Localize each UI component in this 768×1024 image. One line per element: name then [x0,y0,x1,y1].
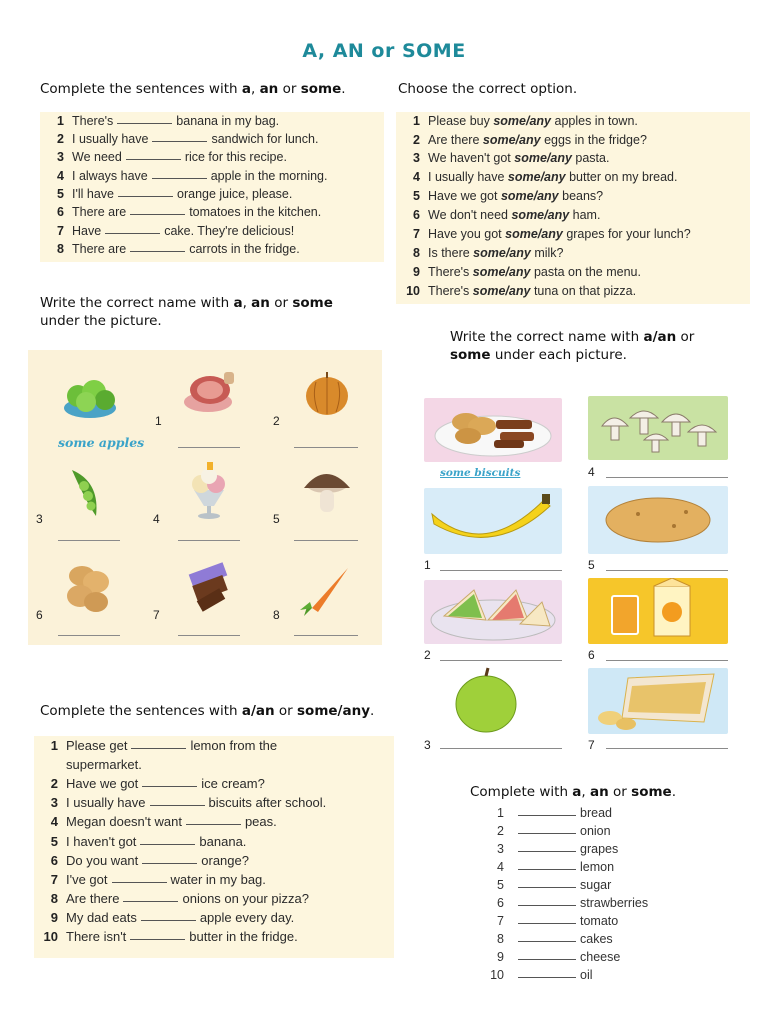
ham-icon [178,364,240,420]
answer-blank[interactable] [141,920,196,921]
picture-number: 2 [424,648,431,662]
picture-number: 1 [424,558,431,572]
ex5-item: 6 Do you want orange? [50,853,249,868]
picture-number: 7 [588,738,595,752]
answer-blank[interactable] [186,824,241,825]
potato-icon [588,486,728,554]
ex4-instruction: Write the correct name with a/an or some under each picture. [450,329,695,363]
ex2-item: 4 I usually have some/any butter on my bread. [413,170,678,184]
ex6-item: 6 strawberries [497,896,649,910]
answer-blank[interactable] [126,159,181,160]
answer-blank[interactable] [112,882,167,883]
answer-line[interactable] [294,447,358,448]
ex2-instruction: Choose the correct option. [398,81,578,97]
mushrooms-icon [588,396,728,460]
ex1-item: 3 We need rice for this recipe. [57,150,287,164]
ex6-item: 4 lemon [497,860,615,874]
ex1-item: 2 I usually have sandwich for lunch. [57,132,319,146]
ex5-item: 5 I haven't got banana. [50,834,247,849]
answer-blank[interactable] [130,939,185,940]
crisps-picture [588,668,728,734]
answer-line[interactable] [606,570,728,571]
juice-icon [588,578,728,644]
answer-blank[interactable] [123,901,178,902]
picture-number: 3 [424,738,431,752]
answer-blank[interactable] [518,905,576,906]
ex1-item: 5 I'll have orange juice, please. [57,187,293,201]
ex2-item: 6 We don't need some/any ham. [413,208,601,222]
ex6-list [478,806,698,986]
answer-line[interactable] [606,477,728,478]
ex1-item: 7 Have cake. They're delicious! [57,224,295,238]
option-choice[interactable]: some/any [505,227,563,241]
answer-line[interactable] [58,635,120,636]
page-title: A, AN or SOME [302,40,466,62]
ex1-instruction: Complete the sentences with a, an or some. [40,81,346,97]
ex2-item: 1 Please buy some/any apples in town. [413,114,638,128]
picture-number: 4 [588,465,595,479]
ex5-instruction: Complete the sentences with a/an or some/any. [40,703,375,719]
answer-blank[interactable] [150,805,205,806]
answer-blank[interactable] [105,233,160,234]
example-answer: some apples [58,435,145,450]
ex2-item: 2 Are there some/any eggs in the fridge? [413,133,647,147]
picture-number: 6 [36,608,43,622]
picture-number: 8 [273,608,280,622]
option-choice[interactable]: some/any [472,284,531,298]
option-choice[interactable]: some/any [472,265,531,279]
answer-blank[interactable] [142,786,197,787]
picture-number: 6 [588,648,595,662]
answer-blank[interactable] [140,844,195,845]
ex1-item: 1 There's banana in my bag. [57,114,280,128]
example-answer: some biscuits [440,467,521,479]
ex5-panel [34,736,394,958]
ex5-item: 10 There isn't butter in the fridge. [43,929,298,944]
answer-blank[interactable] [518,941,576,942]
ex1-item: 4 I always have apple in the morning. [57,169,328,183]
option-choice[interactable]: some/any [482,133,541,147]
picture-number: 1 [155,414,162,428]
ex1-item: 6 There are tomatoes in the kitchen. [57,205,322,219]
potato-picture [588,486,728,554]
answer-line[interactable] [440,570,562,571]
picture-number: 7 [153,608,160,622]
answer-blank[interactable] [130,251,185,252]
answer-blank[interactable] [130,214,185,215]
answer-line[interactable] [178,635,240,636]
option-choice[interactable]: some/any [507,170,566,184]
sandwiches-icon [424,580,562,644]
answer-line[interactable] [440,748,562,749]
answer-blank[interactable] [152,178,207,179]
answer-line[interactable] [606,660,728,661]
biscuits-icon [424,398,562,462]
picture-number: 5 [273,512,280,526]
answer-line[interactable] [606,748,728,749]
ex6-item: 2 onion [497,824,611,838]
answer-blank[interactable] [518,923,576,924]
ex5-item: 8 Are there onions on your pizza? [50,891,309,906]
answer-blank[interactable] [142,863,197,864]
ex6-item: 5 sugar [497,878,612,892]
ex5-item: 4 Megan doesn't want peas. [50,814,277,829]
picture-number: 2 [273,414,280,428]
answer-blank[interactable] [131,748,186,749]
ex5-item: 7 I've got water in my bag. [50,872,266,887]
answer-blank[interactable] [518,851,576,852]
ex2-item: 9 There's some/any pasta on the menu. [413,265,641,279]
apple-picture [424,666,562,734]
mushroom-icon [296,460,358,520]
ex6-item: 7 tomato [497,914,619,928]
option-choice[interactable]: some/any [473,246,531,260]
picture-number: 4 [153,512,160,526]
ex5-item: 2 Have we got ice cream? [50,776,265,791]
option-choice[interactable]: some/any [514,151,572,165]
banana-icon [424,488,562,554]
option-choice[interactable]: some/any [500,189,559,203]
ex6-item: 1 bread [497,806,612,820]
ex6-instruction: Complete with a, an or some. [470,784,676,800]
ex6-item: 10 oil [490,968,593,982]
ex3-instruction: Write the correct name with a, an or some under the picture. [40,295,333,329]
answer-blank[interactable] [518,869,576,870]
ex2-item: 7 Have you got some/any grapes for your lunch? [413,227,691,241]
ex6-item: 9 cheese [497,950,621,964]
answer-blank[interactable] [518,959,576,960]
peas-icon [60,462,112,522]
answer-line[interactable] [440,660,562,661]
answer-blank[interactable] [518,815,576,816]
ice-cream-icon [180,458,238,522]
answer-line[interactable] [294,635,358,636]
ex2-item: 10 There's some/any tuna on that pizza. [406,284,637,298]
answer-line[interactable] [58,540,120,541]
banana-picture [424,488,562,554]
biscuits-picture [424,398,562,462]
ex1-panel [40,112,384,262]
apple-icon [424,666,562,734]
ex3-panel [28,350,382,645]
ex5-item: 9 My dad eats apple every day. [50,910,295,925]
ex6-item: 3 grapes [497,842,619,856]
carrot-icon [298,560,358,620]
answer-blank[interactable] [518,887,576,888]
answer-blank[interactable] [152,141,207,142]
juice-picture [588,578,728,644]
answer-blank[interactable] [117,123,172,124]
chocolate-icon [180,558,240,616]
apples-icon [60,370,120,420]
answer-line[interactable] [178,540,240,541]
ex5-item: 1 Please get lemon from the [50,738,278,753]
answer-blank[interactable] [118,196,173,197]
ex6-item: 8 cakes [497,932,613,946]
ex2-item: 8 Is there some/any milk? [413,246,564,260]
potatoes-icon [62,558,116,616]
answer-blank[interactable] [518,833,576,834]
ex5-item: 3 I usually have biscuits after school. [50,795,327,810]
ex2-panel [396,112,750,304]
ex1-item: 8 There are carrots in the fridge. [57,242,300,256]
answer-line[interactable] [178,447,240,448]
mushrooms-picture [588,396,728,460]
ex2-item: 3 We haven't got some/any pasta. [413,151,610,165]
picture-number: 3 [36,512,43,526]
sandwiches-picture [424,580,562,644]
picture-number: 5 [588,558,595,572]
onion-icon [300,368,354,418]
option-choice[interactable]: some/any [511,208,570,222]
answer-line[interactable] [294,540,358,541]
option-choice[interactable]: some/any [493,114,552,128]
answer-blank[interactable] [518,977,576,978]
crisps-icon [588,668,728,734]
ex2-item: 5 Have we got some/any beans? [413,189,604,203]
ex5-item: supermarket. [66,757,142,772]
